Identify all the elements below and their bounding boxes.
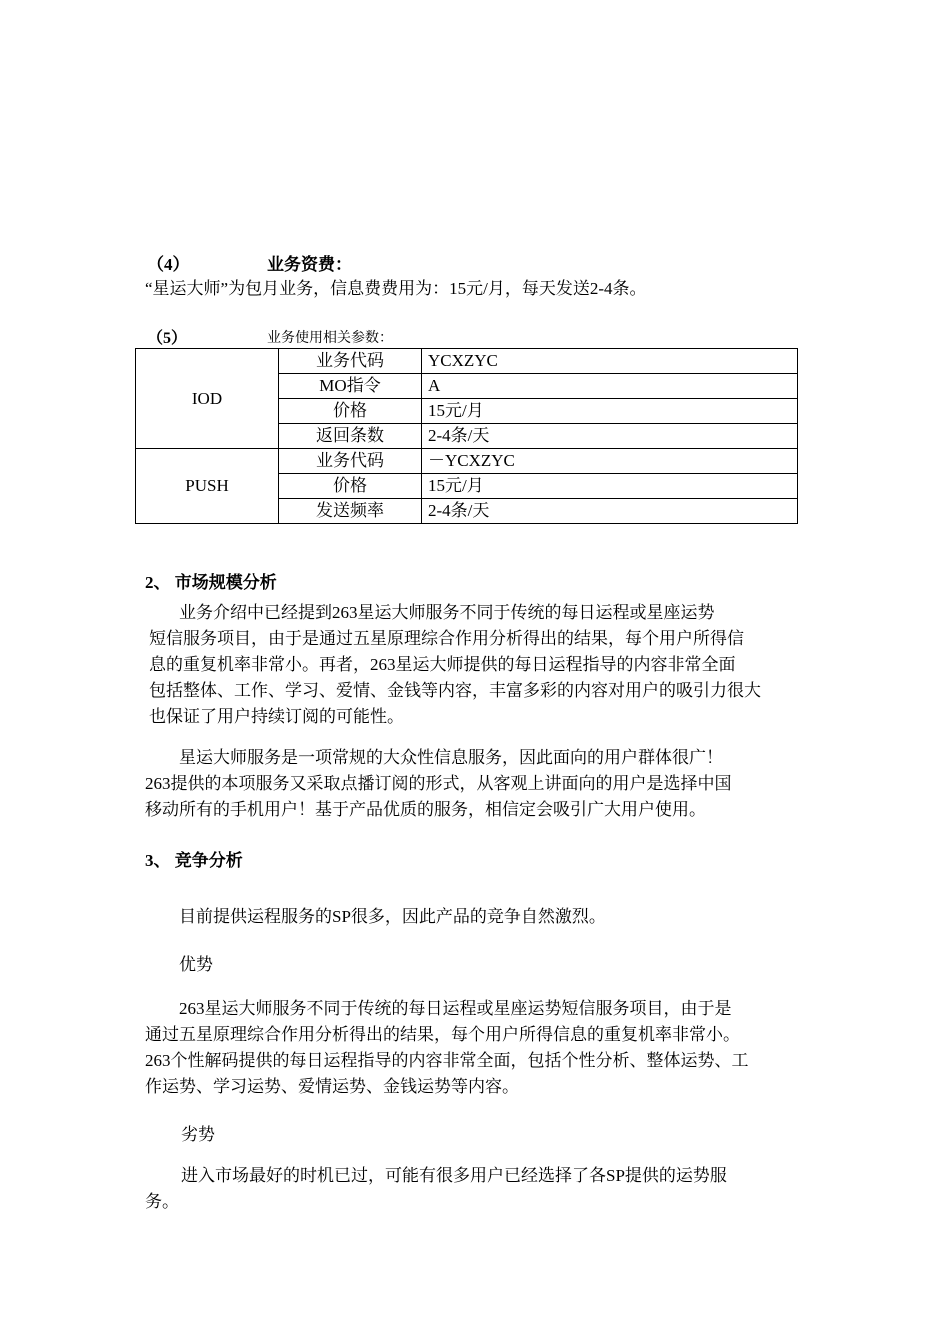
param-key: 价格 [279,399,422,424]
section-4-text: “星运大师”为包月业务，信息费费用为：15元/月，每天发送2-4条。 [145,279,647,298]
section-4-heading [147,250,352,275]
text-line: 通过五星原理综合作用分析得出的结果，每个用户所得信息的重复机率非常小。 [145,1025,740,1044]
text-line: 短信服务项目，由于是通过五星原理综合作用分析得出的结果，每个用户所得信 [149,629,744,648]
advantage-paragraph [145,996,749,1100]
param-value: YCXZYC [422,349,798,374]
market-paragraph-2 [145,745,732,823]
market-paragraph-1 [145,600,761,730]
params-table [135,348,798,524]
param-value: A [422,374,798,399]
text-line: 263提供的本项服务又采取点播订阅的形式，从客观上讲面向的用户是选择中国 [145,774,732,793]
disadvantage-paragraph [145,1163,727,1215]
param-value: 15元/月 [422,474,798,499]
param-value: 2-4条/天 [422,499,798,524]
text-line: 包括整体、工作、学习、爱情、金钱等内容，丰富多彩的内容对用户的吸引力很大 [149,681,761,700]
text-line: 移动所有的手机用户！基于产品优质的服务，相信定会吸引广大用户使用。 [145,800,706,819]
text-line: 263个性解码提供的每日运程指导的内容非常全面，包括个性分析、整体运势、工 [145,1051,749,1070]
competition-heading: 3、 竞争分析 [145,851,243,870]
section-5-title: 业务使用相关参数： [267,331,393,346]
table-row [136,349,798,374]
text-line: 务。 [145,1192,179,1211]
market-heading: 2、 市场规模分析 [145,573,277,592]
section-4-title: 业务资费： [267,255,352,274]
text-line: 作运势、学习运势、爱情运势、金钱运势等内容。 [145,1077,519,1096]
text-line: 263星运大师服务不同于传统的每日运程或星座运势短信服务项目，由于是 [179,999,732,1018]
param-key: MO指令 [279,374,422,399]
param-key: 发送频率 [279,499,422,524]
text-line: 进入市场最好的时机已过，可能有很多用户已经选择了各SP提供的运势服 [181,1166,727,1185]
group-name-push: PUSH [136,449,279,524]
param-value: 2-4条/天 [422,424,798,449]
param-key: 价格 [279,474,422,499]
text-line: 星运大师服务是一项常规的大众性信息服务，因此面向的用户群体很广！ [179,748,723,767]
param-value: －YCXZYC [422,449,798,474]
competition-intro: 目前提供运程服务的SP很多，因此产品的竞争自然激烈。 [179,907,606,926]
advantage-label: 优势 [179,955,213,974]
param-key: 返回条数 [279,424,422,449]
param-key: 业务代码 [279,449,422,474]
param-value: 15元/月 [422,399,798,424]
section-4-number: （4） [147,255,190,274]
section-5-number: （5） [147,330,188,347]
text-line: 业务介绍中已经提到263星运大师服务不同于传统的每日运程或星座运势 [179,603,715,622]
table-row [136,449,798,474]
text-line: 息的重复机率非常小。再者，263星运大师提供的每日运程指导的内容非常全面 [149,655,736,674]
group-name-iod: IOD [136,349,279,449]
disadvantage-label: 劣势 [181,1125,215,1144]
section-5-heading [147,325,393,348]
text-line: 也保证了用户持续订阅的可能性。 [149,707,404,726]
param-key: 业务代码 [279,349,422,374]
